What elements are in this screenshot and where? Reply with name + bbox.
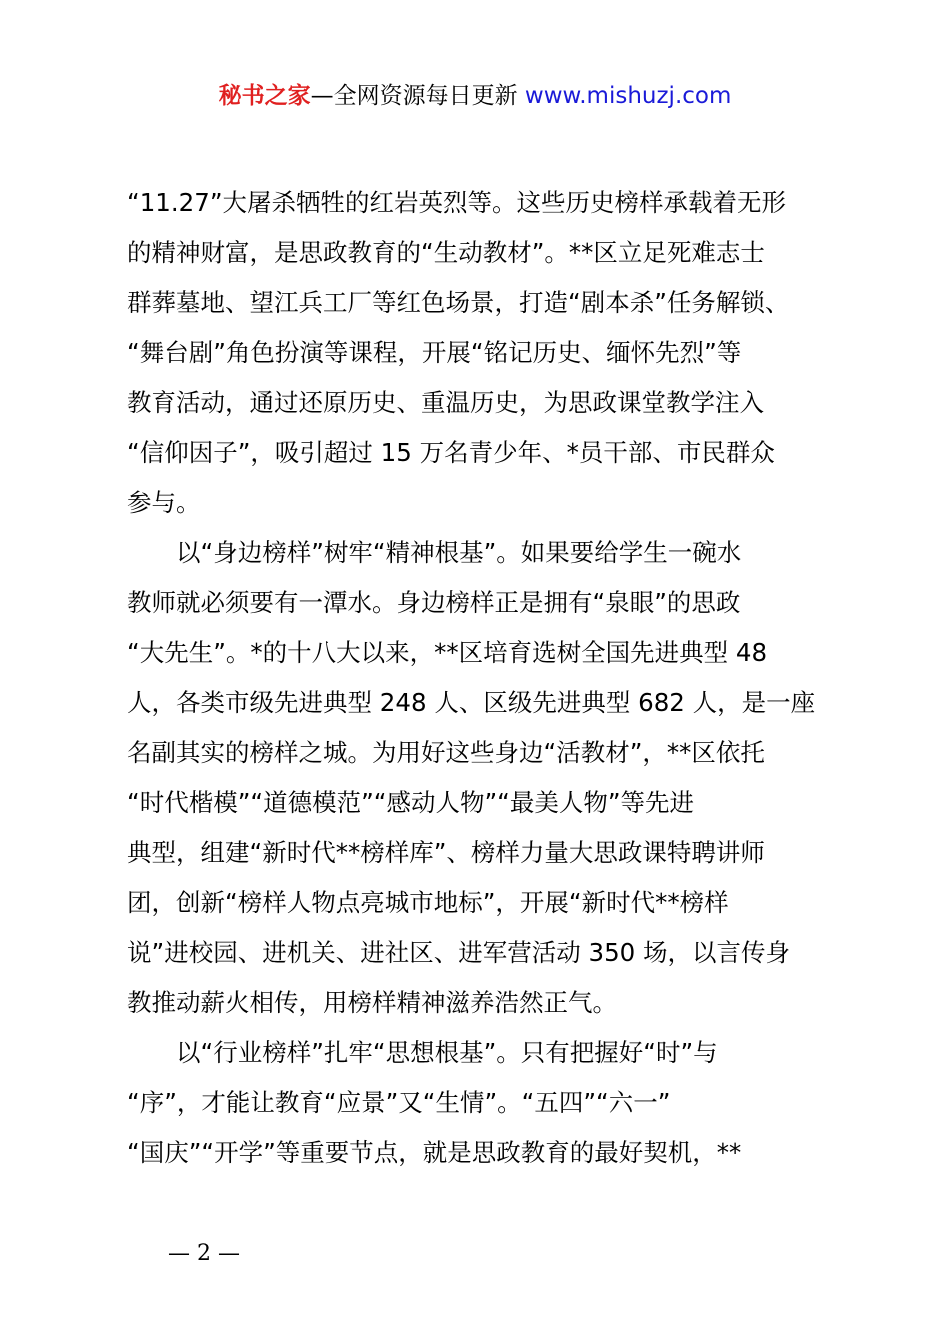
document-body (127, 178, 831, 1178)
page-number: — 2 — (168, 1241, 240, 1266)
text-line: 群葬墓地、望江兵工厂等红色场景，打造“剧本杀”任务解锁、 (127, 288, 790, 317)
site-header (0, 78, 950, 114)
brand-name: 秘书之家 (218, 83, 311, 109)
text-line: 人，各类市级先进典型 248 人、区级先进典型 682 人，是一座 (127, 688, 816, 717)
text-line: “时代楷模”“道德模范”“感动人物”“最美人物”等先进 (127, 788, 695, 817)
text-line: 教育活动，通过还原历史、重温历史，为思政课堂教学注入 (127, 388, 764, 417)
text-line: 典型，组建“新时代**榜样库”、榜样力量大思政课特聘讲师 (127, 838, 765, 867)
text-line: “序”，才能让教育“应景”又“生情”。“五四”“六一” (127, 1088, 671, 1117)
text-line: 参与。 (127, 488, 201, 517)
text-line: 团，创新“榜样人物点亮城市地标”，开展“新时代**榜样 (127, 888, 729, 917)
text-line: “11.27”大屠杀牺牲的红岩英烈等。这些历史榜样承载着无形 (127, 188, 787, 217)
text-line: “大先生”。*的十八大以来，**区培育选树全国先进典型 48 (127, 638, 768, 667)
text-line: 教师就必须要有一潭水。身边榜样正是拥有“泉眼”的思政 (127, 588, 741, 617)
text-line: 以“行业榜样”扎牢“思想根基”。只有把握好“时”与 (127, 1038, 718, 1067)
site-url-link[interactable]: www.mishuzj.com (524, 83, 732, 109)
text-line: “信仰因子”，吸引超过 15 万名青少年、*员干部、市民群众 (127, 438, 775, 467)
text-line: 教推动薪火相传，用榜样精神滋养浩然正气。 (127, 988, 617, 1017)
text-line: 说”进校园、进机关、进社区、进军营活动 350 场，以言传身 (127, 938, 791, 967)
text-line: 名副其实的榜样之城。为用好这些身边“活教材”，**区依托 (127, 738, 765, 767)
text-line: 的精神财富，是思政教育的“生动教材”。**区立足死难志士 (127, 238, 765, 267)
text-line: “国庆”“开学”等重要节点，就是思政教育的最好契机，** (127, 1138, 742, 1167)
header-tagline: —全网资源每日更新 (310, 83, 525, 109)
text-line: 以“身边榜样”树牢“精神根基”。如果要给学生一碗水 (127, 538, 742, 567)
text-line: “舞台剧”角色扮演等课程，开展“铭记历史、缅怀先烈”等 (127, 338, 742, 367)
